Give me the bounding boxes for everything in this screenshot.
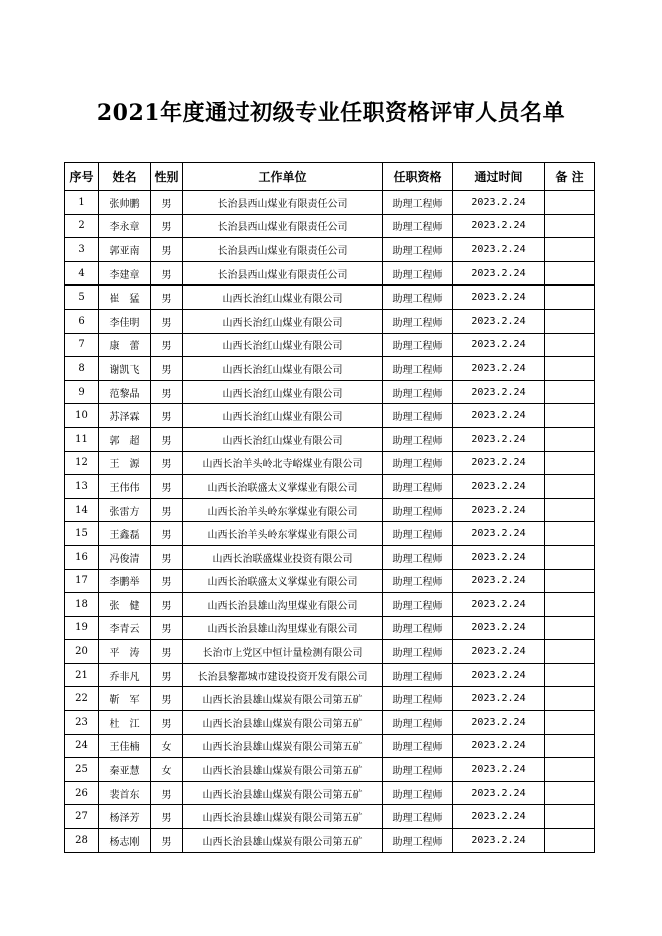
cell-date: 2023.2.24 — [453, 663, 545, 687]
cell-date: 2023.2.24 — [453, 285, 545, 309]
cell-name: 张 健 — [99, 593, 151, 617]
cell-remarks — [545, 687, 595, 711]
cell-date: 2023.2.24 — [453, 451, 545, 475]
cell-date: 2023.2.24 — [453, 829, 545, 853]
cell-date: 2023.2.24 — [453, 522, 545, 546]
cell-remarks — [545, 191, 595, 215]
cell-unit: 山西长治红山煤业有限公司 — [183, 285, 383, 309]
cell-remarks — [545, 261, 595, 285]
cell-unit: 长治县西山煤业有限责任公司 — [183, 261, 383, 285]
cell-remarks — [545, 569, 595, 593]
table-row — [65, 758, 595, 782]
cell-name: 王 源 — [99, 451, 151, 475]
cell-date: 2023.2.24 — [453, 545, 545, 569]
cell-qualification: 助理工程师 — [383, 451, 453, 475]
cell-index: 23 — [65, 711, 99, 735]
cell-remarks — [545, 616, 595, 640]
cell-name: 苏泽霖 — [99, 404, 151, 428]
cell-name: 张帅鹏 — [99, 191, 151, 215]
header-gender: 性别 — [151, 163, 183, 191]
cell-gender: 男 — [151, 545, 183, 569]
table-row — [65, 545, 595, 569]
cell-remarks — [545, 663, 595, 687]
table-row — [65, 380, 595, 404]
cell-remarks — [545, 522, 595, 546]
cell-remarks — [545, 214, 595, 238]
cell-name: 郭 超 — [99, 427, 151, 451]
cell-remarks — [545, 333, 595, 357]
cell-index: 1 — [65, 191, 99, 215]
cell-gender: 男 — [151, 451, 183, 475]
cell-date: 2023.2.24 — [453, 309, 545, 333]
cell-remarks — [545, 285, 595, 309]
cell-index: 7 — [65, 333, 99, 357]
cell-name: 李青云 — [99, 616, 151, 640]
cell-name: 冯俊清 — [99, 545, 151, 569]
cell-index: 24 — [65, 734, 99, 758]
cell-unit: 长治县黎都城市建设投资开发有限公司 — [183, 663, 383, 687]
cell-remarks — [545, 711, 595, 735]
cell-index: 8 — [65, 357, 99, 381]
cell-name: 崔 猛 — [99, 285, 151, 309]
cell-gender: 男 — [151, 805, 183, 829]
cell-gender: 男 — [151, 640, 183, 664]
cell-index: 20 — [65, 640, 99, 664]
cell-gender: 男 — [151, 427, 183, 451]
cell-date: 2023.2.24 — [453, 380, 545, 404]
cell-gender: 男 — [151, 829, 183, 853]
cell-index: 10 — [65, 404, 99, 428]
cell-unit: 山西长治县雄山煤炭有限公司第五矿 — [183, 829, 383, 853]
cell-gender: 男 — [151, 404, 183, 428]
cell-remarks — [545, 545, 595, 569]
cell-index: 11 — [65, 427, 99, 451]
table-row — [65, 451, 595, 475]
cell-qualification: 助理工程师 — [383, 829, 453, 853]
cell-gender: 男 — [151, 498, 183, 522]
cell-qualification: 助理工程师 — [383, 781, 453, 805]
cell-remarks — [545, 829, 595, 853]
cell-index: 5 — [65, 285, 99, 309]
cell-gender: 男 — [151, 357, 183, 381]
table-row — [65, 285, 595, 309]
cell-gender: 男 — [151, 285, 183, 309]
cell-date: 2023.2.24 — [453, 498, 545, 522]
table-row — [65, 663, 595, 687]
table-row — [65, 238, 595, 262]
cell-date: 2023.2.24 — [453, 758, 545, 782]
cell-gender: 男 — [151, 309, 183, 333]
cell-qualification: 助理工程师 — [383, 404, 453, 428]
cell-qualification: 助理工程师 — [383, 711, 453, 735]
table-row — [65, 214, 595, 238]
header-name: 姓名 — [99, 163, 151, 191]
cell-remarks — [545, 593, 595, 617]
table-row — [65, 734, 595, 758]
cell-name: 李佳明 — [99, 309, 151, 333]
table-row — [65, 333, 595, 357]
cell-date: 2023.2.24 — [453, 569, 545, 593]
header-index: 序号 — [65, 163, 99, 191]
table-row — [65, 829, 595, 853]
table-row — [65, 522, 595, 546]
cell-qualification: 助理工程师 — [383, 261, 453, 285]
table-row — [65, 498, 595, 522]
cell-unit: 山西长治县雄山煤炭有限公司第五矿 — [183, 687, 383, 711]
cell-date: 2023.2.24 — [453, 238, 545, 262]
cell-gender: 男 — [151, 687, 183, 711]
cell-unit: 山西长治羊头岭东掌煤业有限公司 — [183, 498, 383, 522]
header-remarks: 备 注 — [545, 163, 595, 191]
cell-qualification: 助理工程师 — [383, 475, 453, 499]
cell-qualification: 助理工程师 — [383, 380, 453, 404]
cell-index: 14 — [65, 498, 99, 522]
table-row — [65, 616, 595, 640]
table-row — [65, 593, 595, 617]
cell-remarks — [545, 734, 595, 758]
cell-date: 2023.2.24 — [453, 333, 545, 357]
cell-gender: 男 — [151, 475, 183, 499]
cell-name: 李建章 — [99, 261, 151, 285]
cell-qualification: 助理工程师 — [383, 333, 453, 357]
cell-name: 平 涛 — [99, 640, 151, 664]
cell-qualification: 助理工程师 — [383, 285, 453, 309]
cell-unit: 长治县西山煤业有限责任公司 — [183, 191, 383, 215]
table-row — [65, 427, 595, 451]
cell-qualification: 助理工程师 — [383, 498, 453, 522]
table-body — [65, 191, 595, 853]
cell-unit: 长治市上党区中恒计量检测有限公司 — [183, 640, 383, 664]
cell-qualification: 助理工程师 — [383, 522, 453, 546]
cell-name: 李永章 — [99, 214, 151, 238]
cell-gender: 男 — [151, 522, 183, 546]
cell-index: 17 — [65, 569, 99, 593]
cell-name: 裴首东 — [99, 781, 151, 805]
header-date: 通过时间 — [453, 163, 545, 191]
cell-unit: 山西长治县雄山煤炭有限公司第五矿 — [183, 758, 383, 782]
cell-qualification: 助理工程师 — [383, 569, 453, 593]
cell-index: 27 — [65, 805, 99, 829]
cell-remarks — [545, 640, 595, 664]
cell-remarks — [545, 427, 595, 451]
cell-unit: 山西长治羊头岭东掌煤业有限公司 — [183, 522, 383, 546]
cell-index: 2 — [65, 214, 99, 238]
cell-index: 19 — [65, 616, 99, 640]
cell-date: 2023.2.24 — [453, 404, 545, 428]
cell-unit: 山西长治县雄山煤炭有限公司第五矿 — [183, 734, 383, 758]
cell-unit: 山西长治红山煤业有限公司 — [183, 427, 383, 451]
cell-qualification: 助理工程师 — [383, 238, 453, 262]
cell-qualification: 助理工程师 — [383, 640, 453, 664]
cell-index: 6 — [65, 309, 99, 333]
cell-remarks — [545, 805, 595, 829]
cell-name: 乔非凡 — [99, 663, 151, 687]
cell-index: 16 — [65, 545, 99, 569]
cell-remarks — [545, 357, 595, 381]
cell-gender: 男 — [151, 593, 183, 617]
cell-gender: 男 — [151, 214, 183, 238]
cell-gender: 男 — [151, 191, 183, 215]
cell-index: 13 — [65, 475, 99, 499]
table-row — [65, 781, 595, 805]
cell-unit: 长治县西山煤业有限责任公司 — [183, 238, 383, 262]
cell-qualification: 助理工程师 — [383, 663, 453, 687]
cell-qualification: 助理工程师 — [383, 758, 453, 782]
table-row — [65, 475, 595, 499]
cell-unit: 山西长治红山煤业有限公司 — [183, 357, 383, 381]
cell-index: 9 — [65, 380, 99, 404]
cell-index: 28 — [65, 829, 99, 853]
cell-index: 25 — [65, 758, 99, 782]
cell-unit: 山西长治县雄山沟里煤业有限公司 — [183, 593, 383, 617]
cell-name: 杨志刚 — [99, 829, 151, 853]
table-row — [65, 309, 595, 333]
cell-unit: 山西长治县雄山煤炭有限公司第五矿 — [183, 711, 383, 735]
cell-date: 2023.2.24 — [453, 616, 545, 640]
cell-qualification: 助理工程师 — [383, 616, 453, 640]
cell-name: 杨泽芳 — [99, 805, 151, 829]
personnel-table — [64, 162, 595, 853]
cell-date: 2023.2.24 — [453, 687, 545, 711]
cell-date: 2023.2.24 — [453, 357, 545, 381]
cell-name: 张雷方 — [99, 498, 151, 522]
cell-qualification: 助理工程师 — [383, 687, 453, 711]
cell-name: 靳 军 — [99, 687, 151, 711]
cell-name: 康 蕾 — [99, 333, 151, 357]
table-header-row — [65, 163, 595, 191]
cell-date: 2023.2.24 — [453, 593, 545, 617]
table-row — [65, 805, 595, 829]
cell-remarks — [545, 451, 595, 475]
cell-gender: 男 — [151, 663, 183, 687]
table-row — [65, 569, 595, 593]
cell-gender: 男 — [151, 711, 183, 735]
cell-remarks — [545, 380, 595, 404]
cell-date: 2023.2.24 — [453, 734, 545, 758]
cell-name: 秦亚慧 — [99, 758, 151, 782]
cell-name: 范黎晶 — [99, 380, 151, 404]
cell-name: 李鹏举 — [99, 569, 151, 593]
cell-remarks — [545, 781, 595, 805]
cell-index: 18 — [65, 593, 99, 617]
cell-remarks — [545, 758, 595, 782]
page-title: 2021年度通过初级专业任职资格评审人员名单 — [96, 100, 566, 126]
cell-name: 郭亚南 — [99, 238, 151, 262]
table-row — [65, 191, 595, 215]
cell-qualification: 助理工程师 — [383, 593, 453, 617]
cell-date: 2023.2.24 — [453, 261, 545, 285]
cell-index: 15 — [65, 522, 99, 546]
cell-unit: 山西长治红山煤业有限公司 — [183, 333, 383, 357]
cell-qualification: 助理工程师 — [383, 545, 453, 569]
cell-remarks — [545, 238, 595, 262]
cell-name: 杜 江 — [99, 711, 151, 735]
cell-unit: 山西长治红山煤业有限公司 — [183, 380, 383, 404]
table-row — [65, 687, 595, 711]
cell-name: 王伟伟 — [99, 475, 151, 499]
table-row — [65, 261, 595, 285]
header-unit: 工作单位 — [183, 163, 383, 191]
cell-unit: 山西长治红山煤业有限公司 — [183, 309, 383, 333]
cell-date: 2023.2.24 — [453, 475, 545, 499]
cell-qualification: 助理工程师 — [383, 427, 453, 451]
cell-name: 谢凯飞 — [99, 357, 151, 381]
cell-index: 22 — [65, 687, 99, 711]
table-row — [65, 711, 595, 735]
cell-name: 王鑫磊 — [99, 522, 151, 546]
cell-unit: 山西长治红山煤业有限公司 — [183, 404, 383, 428]
cell-gender: 男 — [151, 781, 183, 805]
cell-gender: 女 — [151, 758, 183, 782]
cell-qualification: 助理工程师 — [383, 734, 453, 758]
cell-date: 2023.2.24 — [453, 191, 545, 215]
table-row — [65, 357, 595, 381]
cell-unit: 山西长治县雄山沟里煤业有限公司 — [183, 616, 383, 640]
cell-date: 2023.2.24 — [453, 781, 545, 805]
cell-unit: 山西长治羊头岭北寺峪煤业有限公司 — [183, 451, 383, 475]
cell-date: 2023.2.24 — [453, 711, 545, 735]
cell-index: 3 — [65, 238, 99, 262]
table-row — [65, 640, 595, 664]
cell-unit: 山西长治联盛煤业投资有限公司 — [183, 545, 383, 569]
header-qualification: 任职资格 — [383, 163, 453, 191]
cell-unit: 山西长治县雄山煤炭有限公司第五矿 — [183, 781, 383, 805]
cell-date: 2023.2.24 — [453, 640, 545, 664]
cell-unit: 山西长治县雄山煤炭有限公司第五矿 — [183, 805, 383, 829]
cell-gender: 男 — [151, 380, 183, 404]
cell-gender: 女 — [151, 734, 183, 758]
cell-remarks — [545, 309, 595, 333]
cell-index: 21 — [65, 663, 99, 687]
cell-index: 26 — [65, 781, 99, 805]
cell-date: 2023.2.24 — [453, 214, 545, 238]
cell-gender: 男 — [151, 333, 183, 357]
cell-qualification: 助理工程师 — [383, 309, 453, 333]
cell-date: 2023.2.24 — [453, 805, 545, 829]
cell-remarks — [545, 404, 595, 428]
cell-name: 王佳楠 — [99, 734, 151, 758]
cell-remarks — [545, 475, 595, 499]
cell-qualification: 助理工程师 — [383, 357, 453, 381]
cell-qualification: 助理工程师 — [383, 191, 453, 215]
cell-qualification: 助理工程师 — [383, 805, 453, 829]
cell-gender: 男 — [151, 569, 183, 593]
cell-gender: 男 — [151, 238, 183, 262]
cell-unit: 山西长治联盛太义掌煤业有限公司 — [183, 569, 383, 593]
cell-index: 12 — [65, 451, 99, 475]
cell-unit: 长治县西山煤业有限责任公司 — [183, 214, 383, 238]
cell-qualification: 助理工程师 — [383, 214, 453, 238]
cell-date: 2023.2.24 — [453, 427, 545, 451]
table-row — [65, 404, 595, 428]
cell-gender: 男 — [151, 616, 183, 640]
cell-remarks — [545, 498, 595, 522]
cell-gender: 男 — [151, 261, 183, 285]
cell-unit: 山西长治联盛太义掌煤业有限公司 — [183, 475, 383, 499]
cell-index: 4 — [65, 261, 99, 285]
